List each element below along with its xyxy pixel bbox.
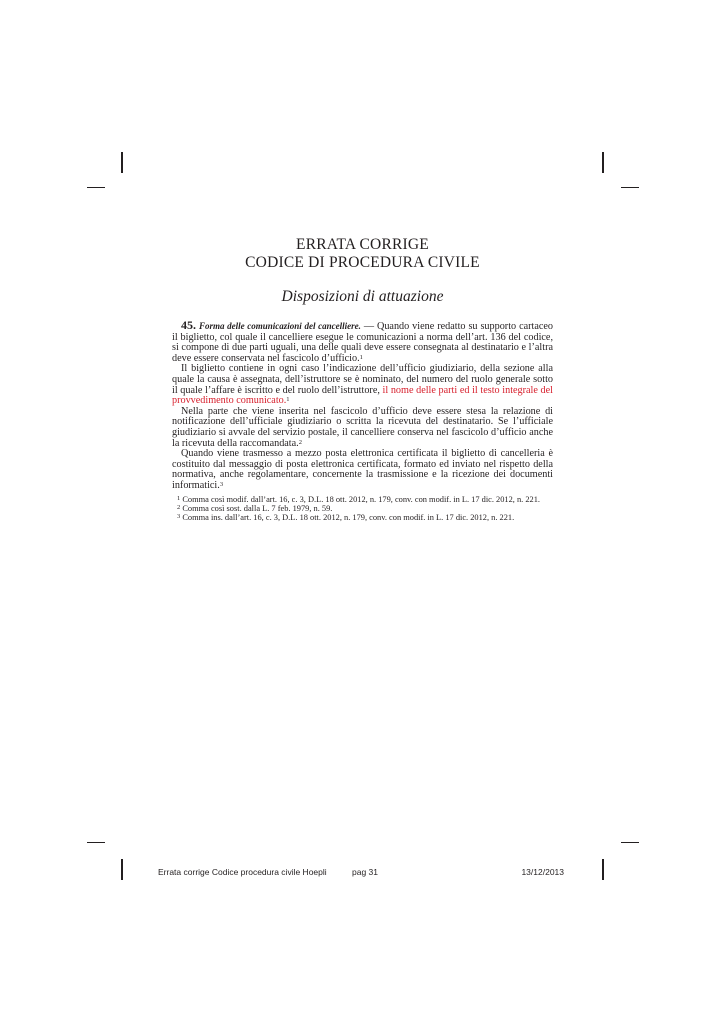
article-body <box>172 320 553 522</box>
page-title-line2: CODICE DI PROCEDURA CIVILE <box>245 254 480 271</box>
footnote-ref: 1 <box>286 396 290 404</box>
crop-mark-bottom-right-v <box>602 859 604 880</box>
page-footer <box>158 867 564 879</box>
footnote-mark: 2 <box>177 503 181 511</box>
footnote-ref: 1 <box>359 353 363 361</box>
paragraph-2-correction: il nome delle parti ed il testo integrale del provvedimento comunicato. <box>172 384 553 407</box>
footnote-3 <box>172 513 553 522</box>
article-number: 45. <box>181 318 196 332</box>
footnote-text: Comma così modif. dall’art. 16, c. 3, D.L. 18 ott. 2012, n. 179, conv. con modif. in L. 17 dic. 2012, n. 221. <box>182 494 541 504</box>
article-paragraph-4 <box>172 449 553 491</box>
paragraph-4-text: Quando viene trasmesso a mezzo posta elettronica certificata il biglietto di cancelleria è costituito dal messaggio di posta elettronica certificata, formato ed inviato nel rispetto della normativa, anche regolamentare, concernente la trasmissione e la ricezione dei documenti informatici. <box>172 448 553 491</box>
crop-mark-top-left-h <box>87 187 105 188</box>
footnotes <box>172 495 553 523</box>
footer-publication: Errata corrige Codice procedura civile Hoepli <box>158 867 327 877</box>
article-paragraph-1 <box>172 320 553 364</box>
footnote-text: Comma così sost. dalla L. 7 feb. 1979, n. 59. <box>182 503 333 513</box>
footer-page-number: pag 31 <box>352 867 378 877</box>
article-title: Forma delle comunicazioni del cancelliere. <box>198 321 361 331</box>
footnote-mark: 3 <box>177 512 181 520</box>
crop-mark-bottom-left-h <box>87 842 105 843</box>
footer-date: 13/12/2013 <box>521 867 564 877</box>
paragraph-1-text: Quando viene redatto su supporto cartaceo il biglietto, col quale il cancelliere esegue le comunicazioni a norma dell’art. 136 del codice, si compone di due parti uguali, una delle quali deve essere consegnata al destinatario e l’altra deve essere conservata nel fascicolo d’ufficio. <box>172 321 554 364</box>
paragraph-2-text: Il biglietto contiene in ogni caso l’indicazione dell’ufficio giudiziario, della sezione alla quale la causa è assegnata, dell’istruttore se è nominato, del numero del ruolo generale sotto il quale l’affare è iscritto e del ruolo dell’istruttore, <box>172 363 553 396</box>
page-title-line1: ERRATA CORRIGE <box>296 236 429 253</box>
article-paragraph-3 <box>172 407 553 449</box>
crop-mark-bottom-left-v <box>121 859 123 880</box>
footnote-ref: 2 <box>298 438 302 446</box>
footnote-mark: 1 <box>177 494 181 502</box>
crop-mark-bottom-right-h <box>621 842 639 843</box>
section-subtitle: Disposizioni di attuazione <box>281 288 444 305</box>
paragraph-3-text: Nella parte che viene inserita nel fascicolo d’ufficio deve essere stesa la relazione di notificazione dell’ufficiale giudiziario o scritta la ricevuta del destinatario. Se l’ufficiale giudiziario si avvale del servizio postale, il cancelliere conserva nel fascicolo d’ufficio anche la ricevuta della raccomandata. <box>172 405 553 449</box>
footnote-1 <box>172 495 553 504</box>
footnote-text: Comma ins. dall’art. 16, c. 3, D.L. 18 ott. 2012, n. 179, conv. con modif. in L. 17 dic. 2012, n. 221. <box>182 512 515 522</box>
footnote-2 <box>172 504 553 513</box>
article-dash: — <box>360 321 377 332</box>
crop-mark-top-right-v <box>602 152 604 173</box>
article-paragraph-2 <box>172 364 553 406</box>
crop-mark-top-right-h <box>621 187 639 188</box>
crop-mark-top-left-v <box>121 152 123 173</box>
footnote-ref: 3 <box>219 480 224 488</box>
